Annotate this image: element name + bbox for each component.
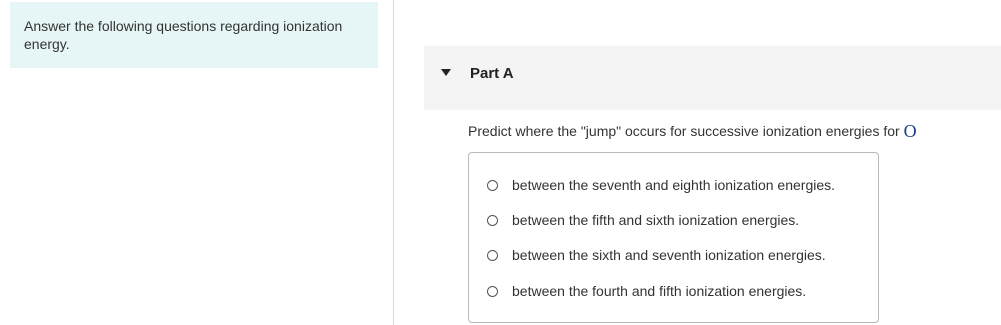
option-1[interactable] [487, 175, 835, 195]
option-label[interactable]: between the seventh and eighth ionization energies. [512, 177, 836, 193]
option-4[interactable] [487, 281, 806, 301]
option-label[interactable]: between the sixth and seventh ionization energies. [512, 247, 826, 263]
question-text: Predict where the "jump" occurs for successive ionization energies for [468, 123, 900, 139]
radio-button-icon[interactable] [487, 286, 498, 297]
radio-button-icon[interactable] [487, 180, 498, 191]
element-symbol: O [903, 121, 917, 141]
answer-options [468, 152, 879, 323]
option-label[interactable]: between the fifth and sixth ionization energies. [512, 212, 800, 228]
radio-button-icon[interactable] [487, 215, 498, 226]
question-prompt [468, 121, 917, 142]
option-label[interactable]: between the fourth and fifth ionization energies. [512, 283, 807, 299]
caret-down-icon[interactable] [441, 69, 451, 76]
intro-text: Answer the following questions regarding ionization energy. [24, 18, 343, 52]
part-a-header[interactable] [424, 46, 1001, 110]
option-3[interactable] [487, 245, 826, 265]
radio-button-icon[interactable] [487, 250, 498, 261]
option-2[interactable] [487, 210, 799, 230]
part-title: Part A [470, 65, 514, 82]
column-divider [393, 0, 394, 325]
intro-panel [10, 2, 378, 68]
